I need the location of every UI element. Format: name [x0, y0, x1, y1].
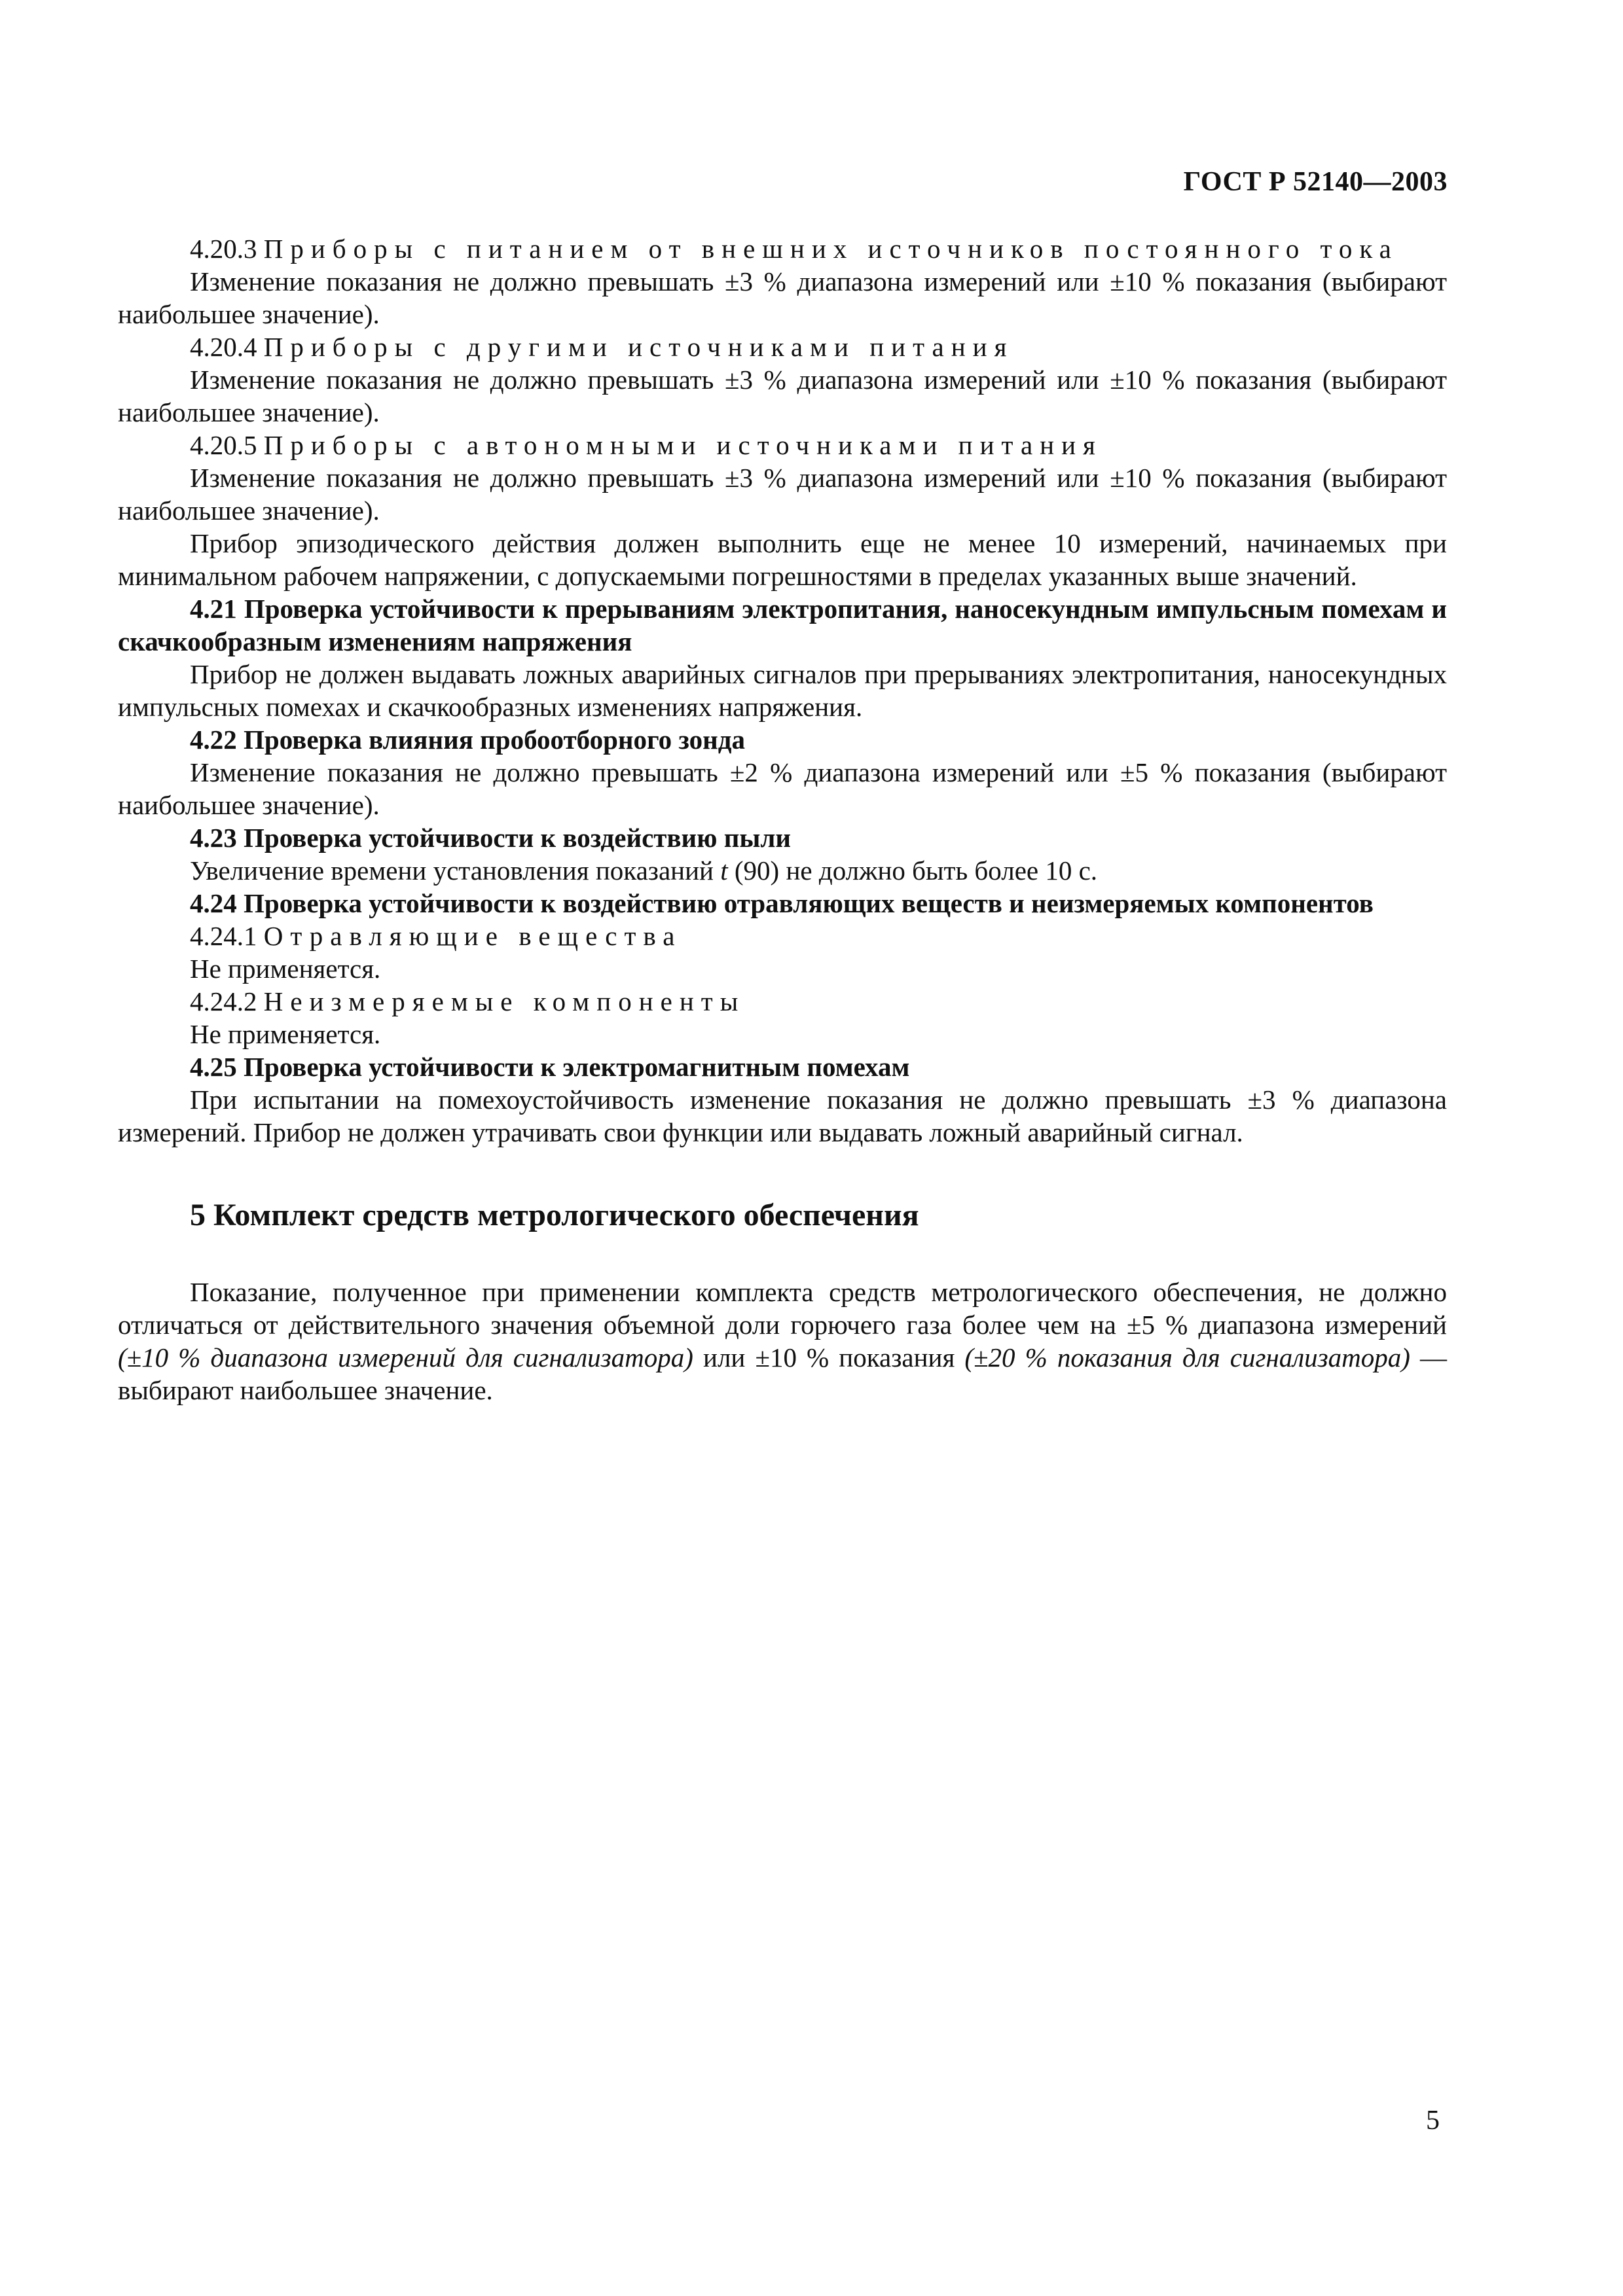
text-run: (90) не должно быть более 10 с. — [727, 855, 1098, 886]
body-paragraph: Не применяется. — [190, 1019, 381, 1049]
body-paragraph: Изменение показания не должно превышать ±3 % диапазона измерений или ±10 % показания (выбирают наибольшее значение). — [118, 365, 1447, 427]
subclause-number: 4.24.1 — [190, 921, 257, 951]
section-5-heading: 5 Комплект средств метрологического обеспечения — [190, 1198, 919, 1232]
subclause-title: Приборы с другими источниками питания — [263, 332, 1014, 362]
subclause-4-20-5 — [118, 429, 1447, 461]
clause-4-22-heading: 4.22 Проверка влияния пробоотборного зонда — [190, 725, 745, 755]
document-header: ГОСТ Р 52140—2003 — [1183, 167, 1448, 197]
body-paragraph: Прибор не должен выдавать ложных аварийных сигналов при прерываниях электропитания, наносекундных импульсных помехах и скачкообразных изменениях напряжения. — [118, 659, 1447, 722]
subclause-4-24-1 — [118, 920, 1447, 952]
clause-4-23-heading: 4.23 Проверка устойчивости к воздействию пыли — [190, 823, 792, 853]
subclause-number: 4.20.5 — [190, 430, 257, 460]
body-paragraph: Прибор эпизодического действия должен выполнить еще не менее 10 измерений, начинаемых при минимальном рабочем напряжении, с допускаемыми погрешностями в пределах указанных выше значений. — [118, 528, 1447, 591]
clause-4-21-heading: 4.21 Проверка устойчивости к прерываниям электропитания, наносекундным импульсным помехам и скачкообразным изменениям напряжения — [118, 594, 1447, 656]
subclause-title: Неизмеряемые компоненты — [263, 986, 746, 1016]
body-paragraph — [118, 854, 1447, 887]
subclause-title: Приборы с автономными источниками питания — [263, 430, 1103, 460]
subclause-number: 4.20.4 — [190, 332, 257, 362]
section-5-paragraph — [118, 1276, 1447, 1407]
subclause-number: 4.20.3 — [190, 234, 257, 264]
page-body — [118, 232, 1447, 1407]
subclause-title: Отравляющие вещества — [263, 921, 682, 951]
italic-run: (±10 % диапазона измерений для сигнализатора) — [118, 1342, 693, 1372]
body-paragraph: Изменение показания не должно превышать ±3 % диапазона измерений или ±10 % показания (выбирают наибольшее значение). — [118, 266, 1447, 329]
subclause-number: 4.24.2 — [190, 986, 257, 1016]
clause-4-24-heading: 4.24 Проверка устойчивости к воздействию отравляющих веществ и неизмеряемых компонентов — [190, 888, 1374, 918]
math-variable: t — [720, 855, 728, 886]
subclause-4-20-3 — [118, 232, 1447, 265]
body-paragraph: При испытании на помехоустойчивость изменение показания не должно превышать ±3 % диапазона измерений. Прибор не должен утрачивать свои функции или выдавать ложный аварийный сигнал. — [118, 1085, 1447, 1147]
clause-4-25-heading: 4.25 Проверка устойчивости к электромагнитным помехам — [190, 1052, 910, 1082]
text-run: — выбирают наибольшее значение. — [118, 1342, 1447, 1405]
page-number: 5 — [1426, 2106, 1440, 2136]
text-run: или ±10 % показания — [693, 1342, 965, 1372]
italic-run: (±20 % показания для сигнализатора) — [964, 1342, 1410, 1372]
text-run: Показание, полученное при применении комплекта средств метрологического обеспечения, не должно отличаться от действительного значения объемной доли горючего газа более чем на ±5 % диапазона измерений — [118, 1277, 1447, 1340]
body-paragraph: Изменение показания не должно превышать ±3 % диапазона измерений или ±10 % показания (выбирают наибольшее значение). — [118, 463, 1447, 526]
text-run: Увеличение времени установления показаний — [190, 855, 721, 886]
body-paragraph: Изменение показания не должно превышать ±2 % диапазона измерений или ±5 % показания (выбирают наибольшее значение). — [118, 757, 1447, 820]
body-paragraph: Не применяется. — [190, 954, 381, 984]
subclause-title: Приборы с питанием от внешних источников постоянного тока — [263, 234, 1398, 264]
subclause-4-20-4 — [118, 331, 1447, 363]
subclause-4-24-2 — [118, 985, 1447, 1018]
